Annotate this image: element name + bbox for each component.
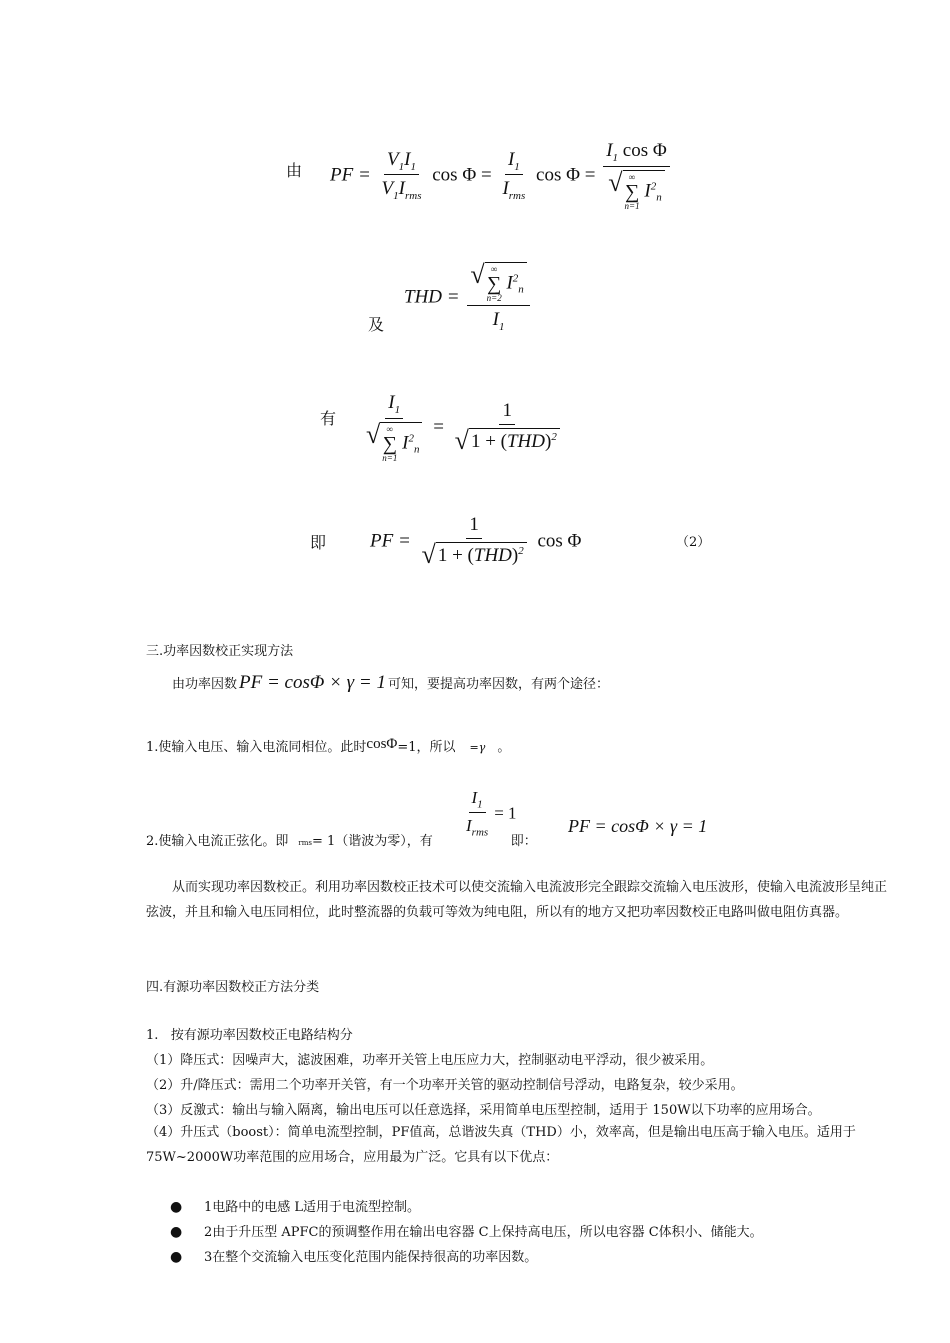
equation-number: （2）	[676, 535, 711, 550]
bullet-dot: ●	[170, 1199, 183, 1215]
section-4-item-2: （2）升/降压式：需用二个功率开关管，有一个功率开关管的驱动控制信号浮动，电路复杂，较少采用。	[146, 1078, 744, 1093]
item-2-ratio: $\frac{I_1}{I_{rms}}$ = 1	[466, 788, 517, 839]
formula-1-prefix: 由	[286, 161, 303, 180]
section-3-item-1	[146, 736, 510, 755]
item-2-formula: PF = cosΦ × γ = 1	[568, 816, 708, 836]
item-1-cos: cosΦ	[366, 736, 398, 752]
section-3-intro	[172, 672, 609, 694]
section-4-item-3: （3）反激式：输出与输入隔离，输出电压可以任意选择，采用简单电压型控制，适用于 150W以下功率的应用场合。	[146, 1103, 821, 1118]
intro-prefix: 由功率因数	[172, 677, 238, 692]
item-1-end: 。	[497, 740, 511, 755]
bullet-dot: ●	[170, 1249, 183, 1265]
section-4-item-4: （4）升压式（boost）：简单电流型控制，PF值高，总谐波失真（THD）小，效率高，但是输出电压高于输入电压。适用于 75W~2000W功率范围的应用场合，应用最为广泛。它具有以下优点：	[146, 1125, 856, 1165]
item-2-rms: rms	[298, 839, 312, 847]
bullet-item-2	[170, 1221, 763, 1240]
item-2-prefix: 2.使输入电流正弦化。即	[146, 834, 289, 849]
item-2-then: 即：	[510, 834, 537, 849]
section-3-item-2	[146, 830, 537, 849]
bullet-dot: ●	[170, 1224, 183, 1240]
section-4-heading: 四.有源功率因数校正方法分类	[146, 980, 320, 995]
bullet-item-1	[170, 1196, 420, 1215]
section-3-heading: 三.功率因数校正实现方法	[146, 644, 294, 659]
item-2-mid: = 1（谐波为零），有	[311, 834, 433, 849]
formula-4-pf: PF = 1 √ 1 + (THD)$^2$ cos Φ	[370, 514, 582, 569]
section-4-item-1: （1）降压式：因噪声大，滤波困难，功率开关管上电压应力大，控制驱动电平浮动，很少被采用。	[146, 1053, 714, 1068]
formula-2-thd: THD = √ ∞ ∑ n=2 $I^2_n$ $I_1$	[404, 262, 533, 333]
formula-1-pf: PF = $\frac{V_1I_1}{V_1I_{rms}}$ cos Φ = $\frac{I_1}{I_{rms}}$ cos Φ = $I_1$ cos Φ √ ∞ ∑ n=1 $I^2_n$	[330, 140, 673, 211]
bullet-text: 3在整个交流输入电压变化范围内能保持很高的功率因数。	[204, 1250, 538, 1265]
bullet-item-3	[170, 1246, 537, 1265]
section-4-subheading: 1. 按有源功率因数校正电路结构分	[146, 1028, 353, 1043]
bullet-text: 2由于升压型 APFC的预调整作用在输出电容器 C上保持高电压，所以电容器 C体积小、储能大。	[204, 1225, 763, 1240]
formula-4-prefix: 即	[310, 533, 327, 552]
section-3-paragraph: 从而实现功率因数校正。利用功率因数校正技术可以使交流输入电流波形完全跟踪交流输入电压波形，使输入电流波形呈纯正弦波，并且和输入电压同相位，此时整流器的负载可等效为纯电阻，所以有的地方又把功率因数校正电路叫做电阻仿真器。	[146, 880, 888, 920]
intro-formula: PF = cosΦ × γ = 1	[239, 672, 386, 693]
item-1-mid: =1，所以	[397, 740, 456, 755]
intro-suffix: 可知，要提高功率因数，有两个途径：	[387, 677, 609, 692]
bullet-text: 1电路中的电感 L适用于电流型控制。	[204, 1200, 421, 1215]
formula-3-ratio: $I_1$ √ ∞ ∑ n=1 $I^2_n$ = 1 √ 1 + (THD)$^2$	[360, 392, 566, 463]
formula-2-prefix: 及	[368, 315, 385, 334]
item-1-prefix: 1.使输入电压、输入电流同相位。此时	[146, 740, 367, 755]
item-1-eq: =γ	[469, 741, 486, 754]
formula-3-prefix: 有	[320, 409, 337, 428]
